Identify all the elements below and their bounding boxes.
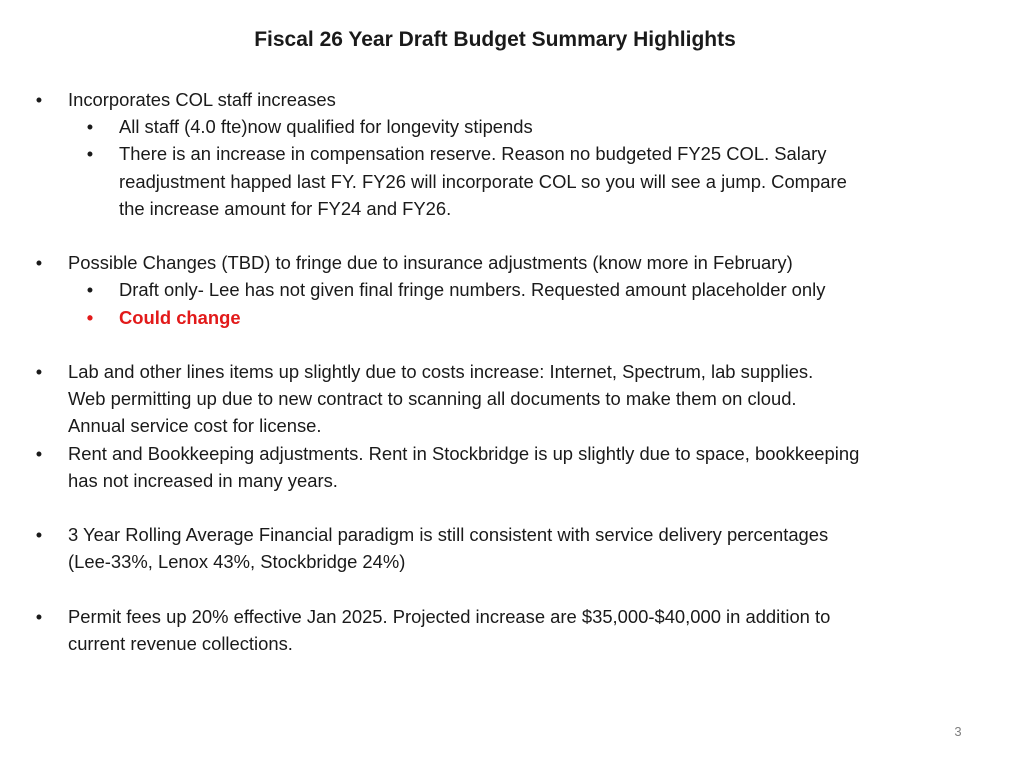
bullet-continuation <box>0 630 1024 657</box>
sub-bullet-continuation <box>0 168 1024 195</box>
bullet-text: Annual service cost for license. <box>68 415 322 437</box>
bullet-text: There is an increase in compensation reserve. Reason no budgeted FY25 COL. Salary <box>119 143 827 165</box>
page-number: 3 <box>954 724 962 739</box>
bullet-item <box>0 603 1024 630</box>
bullet-text: Draft only- Lee has not given final fringe numbers. Requested amount placeholder only <box>119 279 826 301</box>
bullet-text: Lab and other lines items up slightly due to costs increase: Internet, Spectrum, lab supplies. <box>68 361 814 382</box>
bullet-item <box>0 521 1024 548</box>
bullet-icon: • <box>86 143 94 165</box>
bullet-icon: • <box>86 279 94 301</box>
sub-bullet-item <box>0 140 1024 167</box>
bullet-icon: • <box>86 116 94 138</box>
bullet-continuation <box>0 548 1024 575</box>
bullet-text: Web permitting up due to new contract to scanning all documents to make them on cloud. <box>68 388 797 410</box>
bullet-text: Permit fees up 20% effective Jan 2025. Projected increase are $35,000-$40,000 in addition to <box>68 605 831 627</box>
sub-bullet-item <box>0 113 1024 140</box>
bullet-continuation <box>0 385 1024 412</box>
bullet-text: All staff (4.0 fte)now qualified for longevity stipends <box>119 116 533 138</box>
spacer <box>0 222 1024 249</box>
bullet-icon: • <box>35 605 43 627</box>
bullet-list <box>0 86 1024 657</box>
bullet-item <box>0 86 1024 113</box>
sub-bullet-item-highlight <box>0 304 1024 331</box>
bullet-item <box>0 358 1024 385</box>
sub-bullet-continuation <box>0 195 1024 222</box>
spacer <box>0 576 1024 603</box>
bullet-icon: • <box>35 89 43 110</box>
bullet-text: the increase amount for FY24 and FY26. <box>119 197 452 219</box>
bullet-icon: • <box>35 524 43 546</box>
bullet-continuation <box>0 412 1024 439</box>
spacer <box>0 494 1024 521</box>
bullet-item <box>0 440 1024 467</box>
bullet-text: Incorporates COL staff increases <box>68 89 336 110</box>
bullet-text: Rent and Bookkeeping adjustments. Rent in Stockbridge is up slightly due to space, bookkeeping <box>68 442 860 464</box>
bullet-continuation <box>0 467 1024 494</box>
slide-title: Fiscal 26 Year Draft Budget Summary Highlights <box>254 28 736 51</box>
bullet-item <box>0 249 1024 276</box>
sub-bullet-item <box>0 276 1024 303</box>
bullet-icon: • <box>35 361 43 382</box>
bullet-icon: • <box>86 306 94 328</box>
bullet-text: current revenue collections. <box>68 633 293 654</box>
bullet-icon: • <box>35 442 43 464</box>
bullet-text: Possible Changes (TBD) to fringe due to insurance adjustments (know more in February) <box>68 252 793 274</box>
bullet-icon: • <box>35 252 43 274</box>
bullet-text: Could change <box>119 306 241 328</box>
bullet-text: (Lee-33%, Lenox 43%, Stockbridge 24%) <box>68 551 406 573</box>
bullet-text: has not increased in many years. <box>68 469 338 491</box>
bullet-text: 3 Year Rolling Average Financial paradigm is still consistent with service delivery percentages <box>68 524 829 546</box>
bullet-text: readjustment happed last FY. FY26 will incorporate COL so you will see a jump. Compare <box>119 170 847 192</box>
spacer <box>0 331 1024 358</box>
